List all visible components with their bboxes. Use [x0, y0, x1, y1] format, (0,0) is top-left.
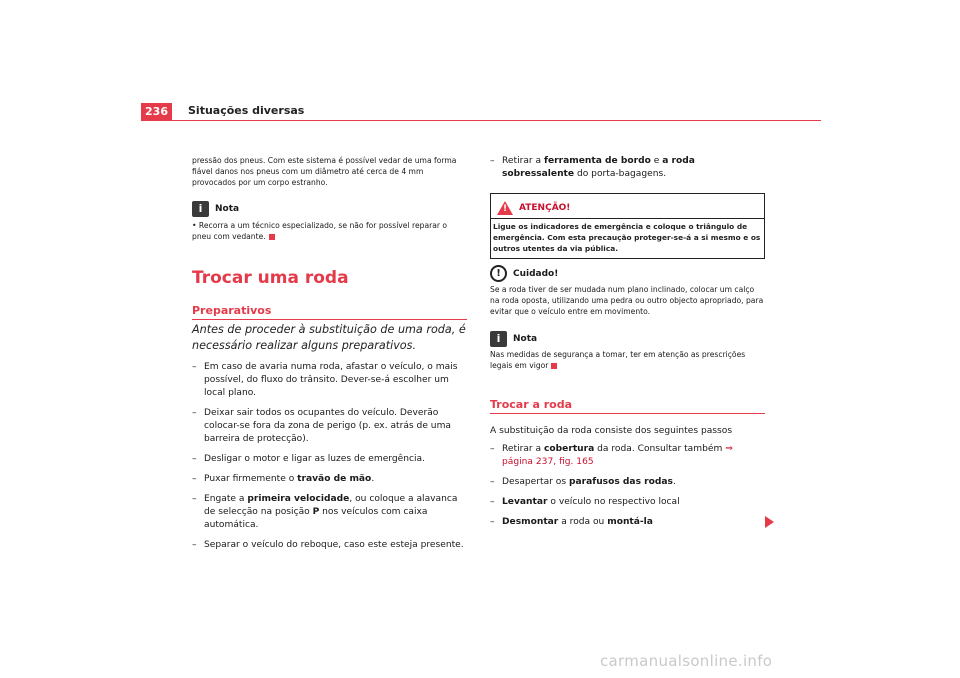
preparation-steps: [192, 361, 467, 559]
note-icon: i: [192, 201, 209, 217]
note-header: [490, 331, 765, 347]
exclamation-icon: !: [490, 265, 507, 282]
list-item: – Levantar o veículo no respectivo local: [490, 496, 765, 509]
list-item: – Em caso de avaria numa roda, afastar o veículo, o mais possível, do fluxo do trânsito. Dever-se-á escolher um local plano.: [192, 361, 467, 400]
list-item: – Puxar firmemente o travão de mão.: [192, 473, 467, 486]
replace-steps: [490, 443, 765, 536]
note-title: Nota: [513, 334, 538, 344]
section-heading: Trocar uma roda: [192, 268, 349, 288]
right-intro: A substituição da roda consiste dos seguintes passos: [490, 426, 733, 436]
caution-text: Se a roda tiver de ser mudada num plano inclinado, colocar um calço na roda oposta, utilizando uma pedra ou outro objecto apropriado, para evitar que o veículo entre em movimento.: [490, 285, 764, 316]
caution-header: [490, 265, 765, 282]
note-icon: i: [490, 331, 507, 347]
list-item: – Retirar a ferramenta de bordo e a roda sobressalente do porta-bagagens.: [490, 155, 765, 181]
continue-arrow-icon: [765, 516, 774, 528]
list-item: – Desligar o motor e ligar as luzes de emergência.: [192, 453, 467, 466]
list-item: – Desapertar os parafusos das rodas.: [490, 476, 765, 489]
warning-title: ATENÇÃO!: [519, 203, 571, 213]
subsection-rule: [192, 319, 467, 320]
page-number: 236: [141, 103, 172, 120]
warning-header: [497, 201, 570, 215]
intro-text: Antes de proceder à substituição de uma roda, é necessário realizar alguns preparativos.: [192, 323, 466, 352]
note-block-2: [490, 331, 765, 371]
caution-title: Cuidado!: [513, 268, 559, 279]
note-text: [490, 349, 765, 371]
list-item: – Desmontar a roda ou montá-la: [490, 516, 765, 529]
page-link[interactable]: ⇒ página 237, fig. 165: [502, 444, 733, 467]
subsection-heading: Preparativos: [192, 304, 272, 317]
end-mark-icon: [551, 363, 557, 369]
list-item: – Retirar a cobertura da roda. Consultar também ⇒ página 237, fig. 165: [490, 443, 765, 469]
note-body: Nas medidas de segurança a tomar, ter em atenção as prescrições legais em vigor: [490, 350, 746, 370]
end-mark-icon: [269, 234, 275, 240]
right-first-step: [490, 155, 765, 188]
section-title: Situações diversas: [188, 104, 305, 117]
warning-text: Ligue os indicadores de emergência e coloque o triângulo de emergência. Com esta precaução proteger-se-á a si mesmo e os outros utentes da via pública.: [493, 222, 761, 253]
note-body: Recorra a um técnico especializado, se não for possível reparar o pneu com vedante.: [192, 221, 448, 241]
list-item: – Deixar sair todos os ocupantes do veículo. Deverão colocar-se fora da zona de perigo (p. ex. atrás de uma barreira de protecção).: [192, 407, 467, 446]
warning-rule: [491, 218, 764, 219]
watermark: carmanualsonline.info: [600, 652, 773, 670]
header-rule: [141, 120, 821, 121]
left-paragraph: pressão dos pneus. Com este sistema é possível vedar de uma forma fiável danos nos pneus com um diâmetro até cerca de 4 mm provocados por um corpo estranho.: [192, 156, 457, 187]
note-bullet-icon: •: [192, 221, 199, 230]
note-header: [192, 201, 467, 217]
list-item: – Engate a primeira velocidade, ou coloque a alavanca de selecção na posição P nos veículos com caixa automática.: [192, 493, 467, 532]
subsection-heading-block-2: [490, 398, 765, 414]
note-block: [192, 201, 467, 242]
list-item: – Separar o veículo do reboque, caso este esteja presente.: [192, 539, 467, 552]
warning-box: [490, 193, 765, 259]
warning-triangle-icon: !: [497, 201, 513, 215]
caution-block: [490, 265, 765, 317]
note-text: [192, 220, 467, 242]
subsection-heading-block: [192, 304, 467, 320]
subsection-rule: [490, 413, 765, 414]
subsection-heading: Trocar a roda: [490, 398, 573, 411]
note-title: Nota: [215, 204, 240, 214]
